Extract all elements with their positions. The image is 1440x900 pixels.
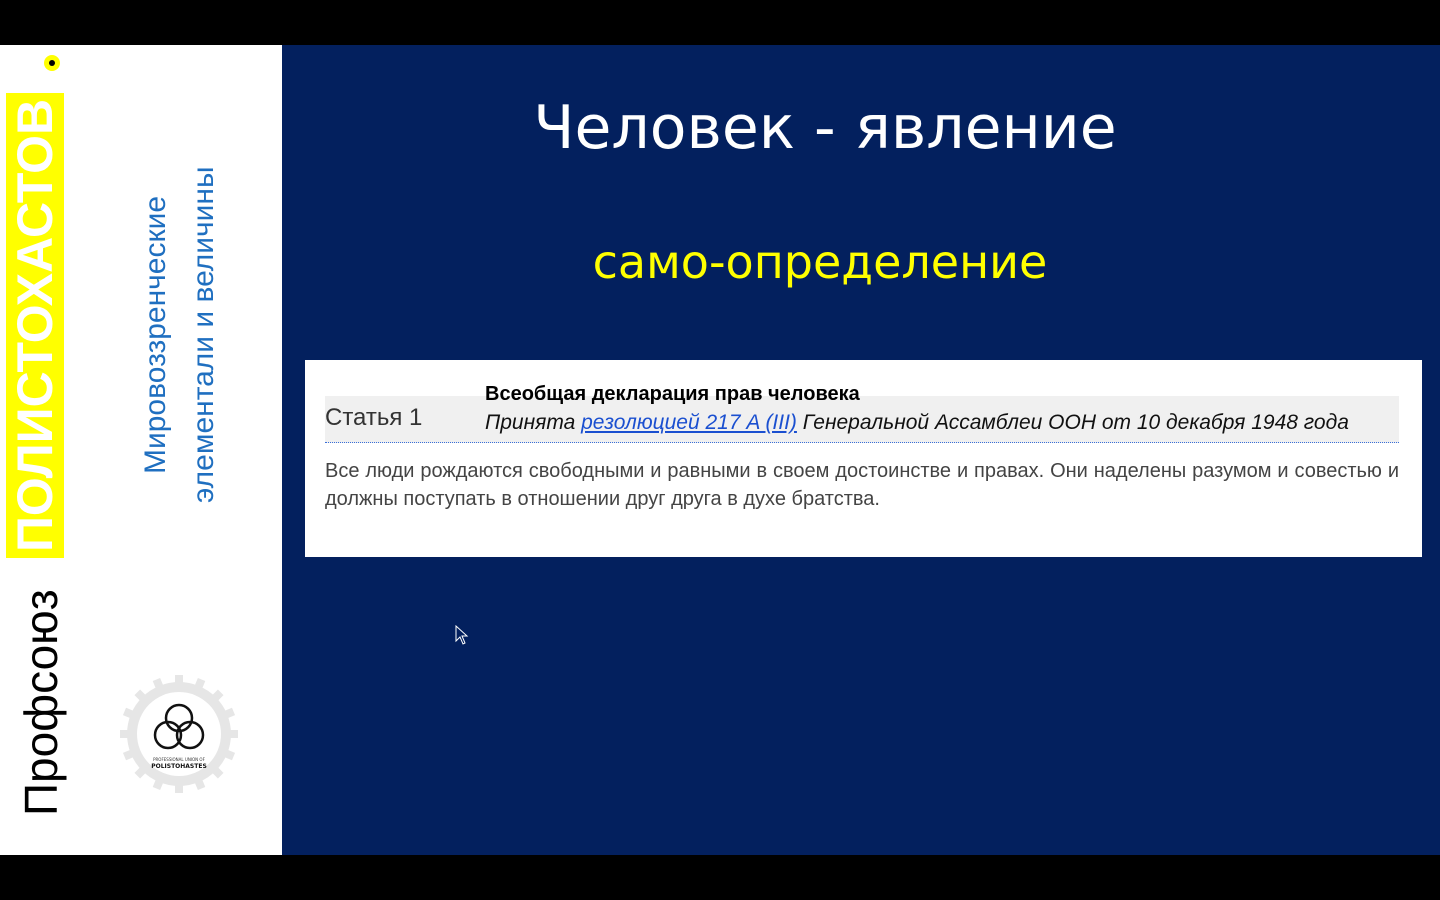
resolution-link[interactable]: резолюцией 217 A (III) — [581, 411, 797, 434]
sidebar-subtitle-line1: Мировоззренческие — [139, 195, 172, 474]
gear-logo-icon — [120, 675, 238, 793]
adoption-prefix: Принята — [485, 411, 582, 434]
logo-text: POLISTOHASTES — [151, 763, 207, 770]
mouse-cursor-icon — [455, 625, 469, 645]
sidebar — [0, 45, 282, 855]
union-label: Профсоюз — [15, 589, 67, 816]
article-label: Статья 1 — [325, 404, 423, 431]
presentation-slide — [0, 45, 1440, 855]
slide-subtitle: само-определение — [592, 235, 1048, 289]
brand-name: ПОЛИСТОХАСТОВ — [6, 93, 64, 558]
declaration-panel — [305, 360, 1422, 557]
brand-dot-icon — [44, 55, 60, 71]
adoption-line — [485, 411, 1349, 435]
sidebar-subtitle-line2: элементали и величины — [187, 166, 220, 503]
adoption-suffix: Генеральной Ассамблеи ООН от 10 декабря 1948 года — [796, 411, 1349, 434]
article-text: Все люди рождаются свободными и равными в своем достоинстве и правах. Они наделены разумом и совестью и должны поступать в отношении друг друга в духе братства. — [325, 460, 1399, 510]
declaration-title: Всеобщая декларация прав человека — [485, 383, 860, 405]
logo-small-text: PROFESSIONAL UNION OF — [153, 757, 205, 762]
slide-title: Человек - явление — [533, 93, 1117, 163]
